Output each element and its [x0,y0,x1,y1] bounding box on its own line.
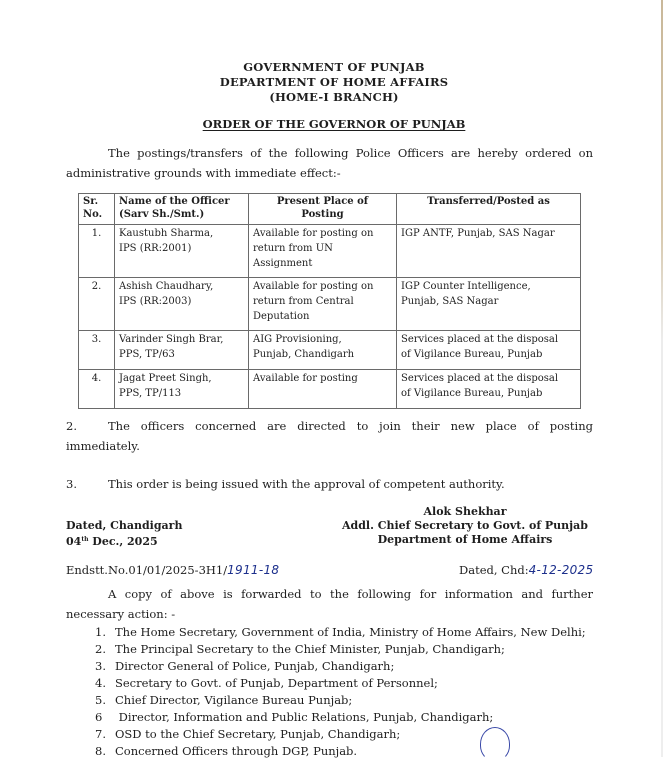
table-row [79,370,581,409]
intro-paragraph [66,143,593,183]
list-item-text: OSD to the Chief Secretary, Punjab, Chandigarh; [115,727,401,741]
intro-line-1: The postings/transfers of the following Police Officers are hereby ordered on [108,146,593,160]
header-branch: (HOME-I BRANCH) [269,90,399,104]
cell-line: PPS, TP/63 [119,349,175,360]
column-header-line: Sr. [83,196,99,207]
cell-line: return from UN [253,243,333,254]
list-item-number: 4. [95,676,106,690]
column-header-line: Posting [301,209,344,220]
header-department: DEPARTMENT OF HOME AFFAIRS [219,75,449,89]
cell-line: Punjab, Chandigarh [253,349,355,360]
cell-line: PPS, TP/113 [119,388,182,399]
paragraph-2 [66,416,593,456]
cell-present-posting [249,225,397,278]
cell-line: of Vigilance Bureau, Punjab [401,349,543,360]
handwritten-endorsement-no: 1911-18 [227,563,280,577]
signatory-block [330,505,600,547]
signatory-designation: Addl. Chief Secretary to Govt. of Punjab [342,519,588,532]
cell-line: Services placed at the disposal [401,373,559,384]
list-item [95,692,586,709]
column-header-present-posting [249,194,397,225]
list-item-text: Concerned Officers through DGP, Punjab. [115,744,358,758]
cell-line: AIG Provisioning, [253,334,342,345]
cell-line: Available for posting on [253,228,374,239]
dated-date [66,533,182,549]
paragraph-2-line-2: immediately. [66,439,140,453]
cell-line: Services placed at the disposal [401,334,559,345]
paragraph-3 [66,474,593,494]
list-item [95,624,586,641]
intro-line-2: administrative grounds with immediate effect:- [66,166,341,180]
dated-place: Dated, Chandigarh [66,519,183,532]
date-month-year: Dec., 2025 [88,535,158,548]
paragraph-number: 2. [66,419,77,433]
copy-to-intro-line-1: A copy of above is forwarded to the following for information and further [108,587,593,601]
endorsement-date-label: Dated, Chd: [459,563,529,577]
date-day-suffix: th [81,536,89,543]
table-row [79,225,581,278]
list-item-number: 6 [95,710,103,724]
cell-sr-no: 1. [79,225,115,278]
cell-line: Kaustubh Sharma, [119,228,214,239]
postings-table [78,193,581,409]
paragraph-number: 3. [66,477,77,491]
endorsement-date [459,563,593,577]
cell-line: Assignment [253,258,313,269]
signature-mark-icon [480,727,510,761]
handwritten-endorsement-date: 4-12-2025 [528,563,594,577]
column-header-line: Present Place of [276,196,369,207]
cell-transferred-posted [397,278,581,331]
column-header-line: (Sarv Sh./Smt.) [119,209,205,220]
cell-line: Punjab, SAS Nagar [401,296,499,307]
column-header-line: No. [83,209,103,220]
table-header-row [79,194,581,225]
table-row [79,278,581,331]
header-government: GOVERNMENT OF PUNJAB [243,60,425,74]
list-item-number: 3. [95,659,106,673]
cell-line: Ashish Chaudhary, [119,281,214,292]
list-item [95,675,586,692]
cell-line: of Vigilance Bureau, Punjab [401,388,543,399]
cell-transferred-posted [397,331,581,370]
column-header-line: Name of the Officer [119,196,230,207]
list-item-text: Chief Director, Vigilance Bureau Punjab; [115,693,353,707]
cell-officer-name [115,278,249,331]
cell-present-posting [249,370,397,409]
cell-sr-no: 2. [79,278,115,331]
list-item-number: 2. [95,642,106,656]
cell-officer-name [115,225,249,278]
copy-to-intro [66,584,593,624]
list-item [95,726,586,743]
list-item-number: 7. [95,727,106,741]
list-item-text: The Home Secretary, Government of India, Ministry of Home Affairs, New Delhi; [115,625,586,639]
cell-sr-no: 3. [79,331,115,370]
signatory-name: Alok Shekhar [423,505,507,518]
cell-present-posting [249,278,397,331]
cell-present-posting [249,331,397,370]
signatory-department: Department of Home Affairs [377,533,553,546]
order-title [0,117,668,131]
paragraph-2-line-1 [66,416,593,436]
table-row [79,331,581,370]
list-item [95,658,586,675]
column-header-transferred-posted [397,194,581,225]
date-day: 04 [66,535,82,548]
list-item-text: Director, Information and Public Relations, Punjab, Chandigarh; [115,710,494,724]
paragraph-text: The officers concerned are directed to join their new place of posting [108,419,593,433]
list-item-number: 5. [95,693,106,707]
list-item-text: Director General of Police, Punjab, Chandigarh; [115,659,395,673]
cell-officer-name [115,370,249,409]
list-item [95,709,586,726]
dated-block [66,519,182,549]
list-item-number: 8. [95,744,106,758]
cell-line: Jagat Preet Singh, [119,373,212,384]
cell-line: Available for posting [253,373,358,384]
cell-officer-name [115,331,249,370]
endorsement-number [66,563,279,577]
cell-line: return from Central [253,296,354,307]
endorsement-prefix: Endstt.No.01/01/2025-3H1/ [66,563,228,577]
cell-line: Deputation [253,311,310,322]
cell-transferred-posted [397,370,581,409]
paragraph-text: This order is being issued with the approval of competent authority. [108,477,505,491]
cell-line: IPS (RR:2001) [119,243,192,254]
cell-line: IGP Counter Intelligence, [401,281,531,292]
column-header-sr-no [79,194,115,225]
cell-line: IPS (RR:2003) [119,296,192,307]
list-item-text: The Principal Secretary to the Chief Minister, Punjab, Chandigarh; [115,642,505,656]
column-header-officer-name [115,194,249,225]
cell-line: Available for posting on [253,281,374,292]
list-item [95,743,586,760]
cell-line: Varinder Singh Brar, [119,334,224,345]
copy-to-intro-line-2: necessary action: - [66,607,176,621]
list-item [95,641,586,658]
list-item-number: 1. [95,625,106,639]
cell-transferred-posted [397,225,581,278]
copy-to-list [95,624,586,760]
cell-line: IGP ANTF, Punjab, SAS Nagar [401,228,555,239]
page-edge [661,0,663,757]
column-header-line: Transferred/Posted as [427,196,550,207]
list-item-text: Secretary to Govt. of Punjab, Department of Personnel; [115,676,438,690]
order-title-text: ORDER OF THE GOVERNOR OF PUNJAB [202,117,466,131]
cell-sr-no: 4. [79,370,115,409]
